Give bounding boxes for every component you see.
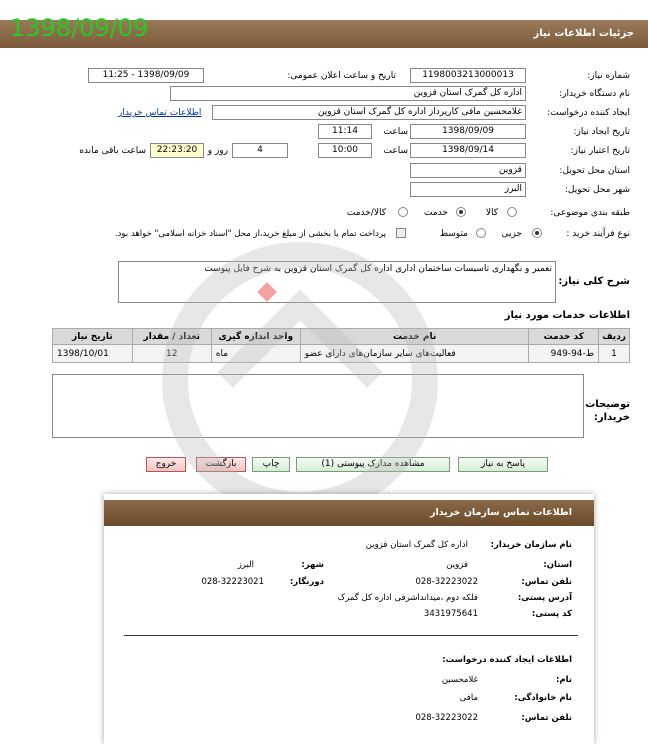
creator-info-title: اطلاعات ایجاد کننده درخواست: <box>442 655 572 665</box>
cell-code: ط-94-949 <box>529 345 599 363</box>
creator-label: ایجاد کننده درخواست: <box>547 108 630 118</box>
cell-date: 1398/10/01 <box>53 345 133 363</box>
exit-button[interactable]: خروج <box>146 457 186 472</box>
category-label: طبقه بندی موضوعی: <box>550 208 630 218</box>
valid-date-field[interactable]: 1398/09/14 <box>410 143 526 158</box>
creator-phone-label: تلفن تماس: <box>521 713 572 723</box>
process-radio-medium[interactable] <box>476 228 486 238</box>
category-radio-goods[interactable] <box>507 207 517 217</box>
province-label-card: استان: <box>543 560 572 570</box>
treasury-checkbox[interactable] <box>396 228 406 238</box>
phone-value: 028-32223022 <box>415 577 478 587</box>
create-date-label: تاریخ ایجاد نیاز: <box>573 127 630 137</box>
postal-label: کد پستی: <box>531 609 572 619</box>
valid-date-label: تاریخ اعتبار نیاز: <box>570 146 630 156</box>
valid-time-label: ساعت <box>383 146 408 156</box>
col-code: کد خدمت <box>529 329 599 345</box>
days-label: روز و <box>207 146 228 156</box>
col-name: نام خدمت <box>300 329 529 345</box>
address-label: آدرس پستی: <box>517 593 572 603</box>
category-option-service: خدمت <box>424 208 448 218</box>
province-value-card: قزوین <box>446 560 468 570</box>
buyer-contact-card <box>104 494 594 744</box>
cell-unit: ماه <box>211 345 300 363</box>
table-row <box>53 345 630 363</box>
city-field[interactable]: البرز <box>410 182 526 197</box>
back-button[interactable]: بازگشت <box>196 457 246 472</box>
category-option-goods: کالا <box>485 208 498 218</box>
description-label: شرح کلی نیاز: <box>558 276 630 287</box>
org-value: اداره کل گمرک استان قزوین <box>365 540 468 550</box>
category-option-both: کالا/خدمت <box>346 208 386 218</box>
remaining-label: ساعت باقی مانده <box>79 146 146 156</box>
buyer-notes-label: توضیحات خریدار: <box>585 399 630 423</box>
buyer-field[interactable]: اداره کل گمرک استان قزوین <box>170 86 526 101</box>
city-label-card: شهر: <box>301 560 324 570</box>
remaining-field: 22:23:20 <box>150 143 204 158</box>
page-title: جزئیات اطلاعات نیاز <box>533 28 634 39</box>
divider <box>124 635 578 636</box>
process-option-medium: متوسط <box>439 229 468 239</box>
buyer-notes-field[interactable] <box>52 374 584 438</box>
name-value: غلامحسین <box>441 675 478 685</box>
creator-phone-value: 028-32223022 <box>415 713 478 723</box>
services-table <box>52 328 630 363</box>
attachments-button[interactable]: مشاهده مدارک پیوستی (1) <box>296 457 450 472</box>
valid-time-field[interactable]: 10:00 <box>318 143 372 158</box>
cell-name: فعالیت‌های سایر سازمان‌های دارای عضو <box>300 345 529 363</box>
print-button[interactable]: چاپ <box>252 457 290 472</box>
announce-label: تاریخ و ساعت اعلان عمومی: <box>287 71 396 81</box>
create-date-field[interactable]: 1398/09/09 <box>410 124 526 139</box>
process-radio-minor[interactable] <box>532 228 542 238</box>
fax-label: دورنگار: <box>289 577 324 587</box>
col-qty: تعداد / مقدار <box>132 329 211 345</box>
announce-field[interactable]: 1398/09/09 - 11:25 <box>88 68 204 83</box>
address-value: فلکه دوم ،میدانداشرقی اداره کل گمرک <box>337 593 478 603</box>
cell-row: 1 <box>599 345 630 363</box>
phone-label: تلفن تماس: <box>521 577 572 587</box>
creator-field[interactable]: غلامحسین مافی کارپرداز اداره کل گمرک استان قزوین <box>212 105 526 120</box>
city-value-card: البرز <box>237 560 254 570</box>
family-value: مافی <box>459 693 478 703</box>
services-title: اطلاعات خدمات مورد نیاز <box>504 310 630 321</box>
page-header <box>0 0 648 60</box>
date-stamp: 1398/09/09 <box>10 14 149 42</box>
process-option-minor: جزیی <box>501 229 522 239</box>
city-label: شهر محل تحویل: <box>564 185 630 195</box>
category-radio-both[interactable] <box>398 207 408 217</box>
name-label: نام: <box>555 675 572 685</box>
category-radio-service[interactable] <box>456 207 466 217</box>
col-unit: واحد اندازه گیری <box>211 329 300 345</box>
create-time-field[interactable]: 11:14 <box>318 124 372 139</box>
buyer-contact-link[interactable]: اطلاعات تماس خریدار <box>118 108 202 118</box>
buyer-label: نام دستگاه خریدار: <box>559 89 630 99</box>
create-time-label: ساعت <box>383 127 408 137</box>
province-field[interactable]: قزوین <box>410 163 526 178</box>
family-label: نام خانوادگی: <box>514 693 572 703</box>
org-label: نام سازمان خریدار: <box>490 540 572 550</box>
contact-card-header <box>104 500 594 526</box>
contact-card-title: اطلاعات تماس سازمان خریدار <box>429 507 572 518</box>
province-label: استان محل تحویل: <box>559 166 630 176</box>
col-date: تاریخ نیاز <box>53 329 133 345</box>
need-number-field[interactable]: 1198003213000013 <box>410 68 526 83</box>
description-field[interactable]: تعمیر و نگهداری تاسیسات ساختمان اداری اداره کل گمرک استان قزوین به شرح فایل پیوست <box>118 261 556 303</box>
reply-button[interactable]: پاسخ به نیاز <box>458 457 548 472</box>
days-field[interactable]: 4 <box>232 143 288 158</box>
process-label: نوع فرآیند خرید : <box>566 229 630 239</box>
cell-qty: 12 <box>132 345 211 363</box>
treasury-note: پرداخت تمام یا بخشی از مبلغ خرید،از محل "اسناد خزانه اسلامی" خواهد بود. <box>114 229 386 239</box>
fax-value: 028-32223021 <box>201 577 264 587</box>
postal-value: 3431975641 <box>423 609 478 619</box>
col-row: ردیف <box>599 329 630 345</box>
need-number-label: شماره نیاز: <box>587 71 630 81</box>
